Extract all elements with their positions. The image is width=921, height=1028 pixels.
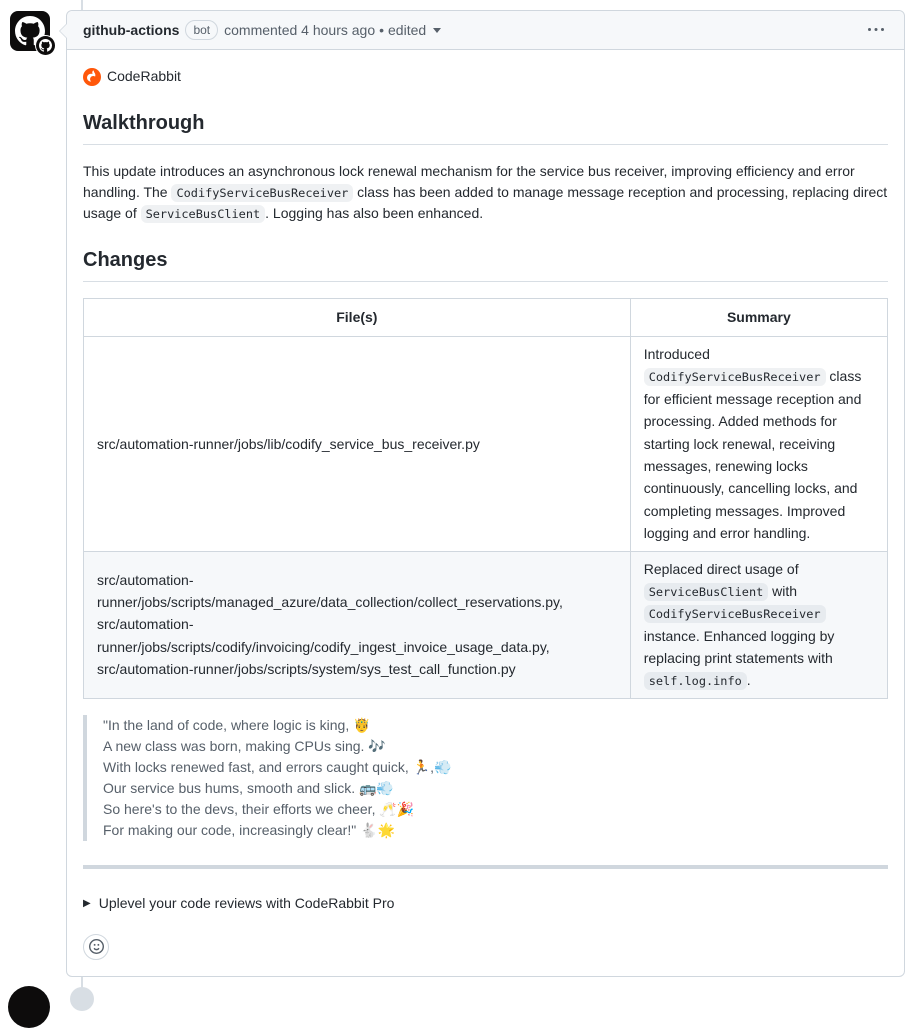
poem-line: Our service bus hums, smooth and slick. 🚌💨	[103, 779, 394, 796]
pro-details	[83, 893, 888, 914]
inline-code: CodifyServiceBusReceiver	[644, 605, 826, 623]
next-comment-avatar[interactable]	[8, 986, 50, 1028]
smiley-icon	[89, 939, 104, 954]
changes-table-body	[84, 337, 888, 699]
kebab-horizontal-icon	[868, 22, 884, 38]
files-cell: src/automation-runner/jobs/lib/codify_service_bus_receiver.py	[84, 337, 631, 552]
inline-code: ServiceBusClient	[644, 583, 769, 601]
coderabbit-byline	[83, 66, 888, 87]
inline-code: CodifyServiceBusReceiver	[171, 184, 353, 202]
table-row	[84, 337, 888, 552]
walkthrough-heading: Walkthrough	[83, 111, 888, 145]
comment-header	[67, 11, 904, 50]
disclosure-triangle-icon: ▶	[83, 897, 91, 909]
poem-line: "In the land of code, where logic is king, 🤴	[103, 716, 371, 733]
comment-options-button[interactable]	[864, 20, 888, 40]
avatar-bot-badge	[36, 36, 55, 55]
poem-line: With locks renewed fast, and errors caught quick, 🏃,💨	[103, 758, 452, 775]
timestamp-link[interactable]: commented 4 hours ago	[224, 22, 376, 38]
octocat-badge-icon	[39, 39, 52, 52]
pro-summary[interactable]	[83, 893, 888, 914]
pro-summary-label: Uplevel your code reviews with CodeRabbit Pro	[98, 894, 395, 911]
github-actions-avatar[interactable]	[10, 11, 50, 51]
comment-card	[66, 10, 905, 977]
inline-code: self.log.info	[644, 672, 747, 690]
poem-line: For making our code, increasingly clear!" 🐇🌟	[103, 821, 395, 838]
chevron-down-icon	[433, 28, 441, 33]
walkthrough-paragraph: This update introduces an asynchronous lock renewal mechanism for the service bus receiver, improving efficiency and error handling. The CodifyServiceBusReceiver class has been added to manage message reception and processing, replacing direct usage of ServiceBusClient . Logging has also been enhanced.	[83, 163, 888, 221]
poem-blockquote	[83, 715, 888, 841]
bot-badge: bot	[185, 20, 218, 40]
inline-code: CodifyServiceBusReceiver	[644, 368, 826, 386]
inline-code: ServiceBusClient	[141, 205, 266, 223]
table-header-summary: Summary	[630, 299, 887, 337]
poem-line: So here's to the devs, their efforts we cheer, 🥂🎉	[103, 800, 415, 817]
poem-line: A new class was born, making CPUs sing. 🎶	[103, 737, 386, 754]
divider-hr	[83, 865, 888, 869]
edited-dropdown[interactable]	[388, 19, 441, 41]
add-reaction-button[interactable]	[83, 934, 109, 960]
changes-table	[83, 298, 888, 699]
files-cell: src/automation-runner/jobs/scripts/managed_azure/data_collection/collect_reservations.py, src/automation-runner/jobs/scripts/codify/invoicing/codify_ingest_invoice_usage_data.py, src/automation-runner/jobs/scripts/system/sys_test_call_function.py	[84, 551, 631, 698]
table-row	[84, 551, 888, 698]
summary-cell: Replaced direct usage of ServiceBusClient with CodifyServiceBusReceiver instance. Enhanced logging by replacing print statements with self.log.info .	[630, 551, 887, 698]
changes-heading: Changes	[83, 248, 888, 282]
table-header-files: File(s)	[84, 299, 631, 337]
summary-cell: Introduced CodifyServiceBusReceiver class for efficient message reception and processing. Added methods for starting lock renewal, receiving messages, renewing locks continuously, cancelling locks, and completing messages. Improved logging and error handling.	[630, 337, 887, 552]
speech-caret-fill	[60, 23, 68, 39]
edited-label: edited	[388, 22, 427, 38]
comment-body	[67, 50, 904, 976]
table-header-row	[84, 299, 888, 337]
coderabbit-label: CodeRabbit	[107, 68, 181, 84]
coderabbit-logo-icon	[83, 68, 101, 86]
dot-separator: •	[379, 22, 385, 38]
next-timeline-bubble	[70, 987, 94, 1011]
username-link[interactable]: github-actions	[83, 22, 180, 38]
